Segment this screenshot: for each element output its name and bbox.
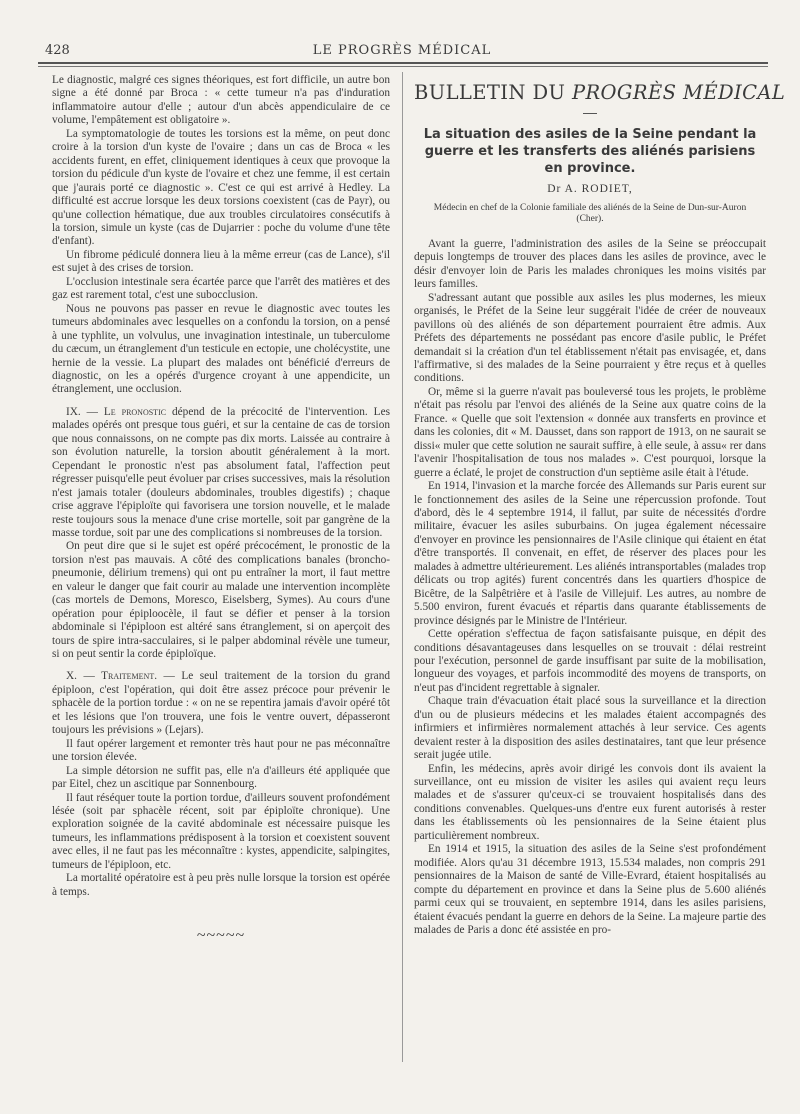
left-column: [52, 74, 390, 943]
author: Dr A. RODIET,: [547, 183, 633, 196]
running-header: [40, 38, 764, 58]
header-rule: [38, 62, 768, 67]
paragraph: S'adressant autant que possible aux asiles les plus modernes, les mieux organisés, le Préfet de la Seine leur suggérait l'idée de créer de nouveaux pavillons où des aliénés de son département pourraient être admis. Aux Préfets des départements ne possédant pas encore d'asile public, le Préfet demandait si la création d'un tel établissement n'était pas envisagée, et, dans l'affirmative, si des malades de la Seine pourraient y être reçus et à quelles conditions.: [414, 291, 766, 385]
paragraph: Cette opération s'effectua de façon satisfaisante puisque, en dépit des conditions désavantageuses dans lesquelles on se trouvait : délai restreint pour l'exécution, personnel de garde insuffisant par suite de la mobilisation, longueur des voyages, et parfois incommodité des moyens de transports, on n'eut pas d'incident regrettable à signaler.: [414, 628, 766, 694]
paragraph: Enfin, les médecins, après avoir dirigé les convois dont ils avaient la surveillance, ont eu mission de visiter les asiles qui avaient reçu leurs malades et de s'assurer qu'ceux-ci se trouvaient hospitalisés dans des conditions convenables. Quelques-uns d'entre eux furent autorisés à rester dans les établissements où les pensionnaires de la Seine étaient plus particulièrement nombreux.: [414, 762, 766, 842]
title-rule: [583, 113, 597, 114]
paragraph: La symptomatologie de toutes les torsions est la même, on peut donc croire à la torsion d'un kyste de l'ovaire ; dans un cas de Broca « les accidents furent, en effet, cliniquement identiques à ceux que provoque la torsion du pédicule d'un kyste de l'ovaire et chez une femme, il est certain que j'aurais porté ce diagnostic ». C'est ce qui est arrivé à Hedley. La difficulté est accrue lorsque les deux torsions coexistent (cas de Payr), ou qu'une collection hématique, due aux troubles circulatoires consécutifs à la torsion, simule un kyste (cas de Dujarrier : poche du volume d'une tête d'enfant).: [52, 127, 390, 248]
paragraph: En 1914 et 1915, la situation des asiles de la Seine s'est profondément modifiée. Alors qu'au 31 décembre 1913, 15.534 malades, non compris 291 pensionnaires de la Maison de santé de Ville-Evrard, étaient hospitalisés au compte du département en province et dans la Seine plus de 5.600 aliénés parmi ceux qui se trouvaient, en septembre 1914, dans les asiles parisiens, étaient évacués pendant la guerre en dehors de la Seine. La majeure partie des malades de Paris a donc été assistée en pro-: [414, 843, 766, 937]
right-column: [414, 78, 786, 937]
section-text: dépend de la précocité de l'intervention. Les malades opérés ont presque tous guéri, et sur la centaine de cas de torsion que nous connaissons, on ne compte pas dix morts. Laissée au contraire à son évolution naturelle, la torsion aboutit généralement à la mort. Cependant le pronostic n'est pas absolument fatal, l'affection peut régresser puisqu'elle peut évoluer par crises successives, mais la résolution n'est jamais totaler (douleurs abdominales, troubles digestifs) ; chaque crise aggrave l'épiploïte qui favorisera une torsion nouvelle, et le malade reste toujours sous la menace d'une crise mortelle, soit par gangrène de la masse tordue, soit par une des complications si nombreuses de la torsion.: [52, 405, 390, 539]
end-ornament: ~~~~~: [196, 927, 246, 945]
section-label: IX. — Le pronostic: [66, 405, 167, 418]
paragraph: Le diagnostic, malgré ces signes théoriques, est fort difficile, un autre bon signe a été donné par Broca : « cette tumeur n'a pas d'induration inflammatoire autour d'elle ; autour d'un abcès appendiculaire de ce volume, l'empâtement est obligatoire ».: [52, 74, 390, 127]
paragraph: En 1914, l'invasion et la marche forcée des Allemands sur Paris eurent sur le fonctionnement des asiles de la Seine une répercussion profonde. Tout d'abord, dès le 4 septembre 1914, il fallut, par suite de nécessités d'ordre militaire, évacuer les asiles suburbains. On jugea également nécessaire d'envoyer en province les pensionnaires de l'Asile clinique qui étaient en état d'être transportés. Il convenait, en effet, de réserver des places pour les malades à admettre ultérieurement. Les aliénés intransportables (malades trop délicats ou trop agités) furent concentrés dans les quartiers d'hospice de Bicêtre, de la Salpêtrière et à l'asile de Villejuif. Les autres, au nombre de 5.500 environ, furent évacués et répartis dans quarante établissements de province désignés par le Ministre de l'Intérieur.: [414, 480, 766, 627]
paragraph: Avant la guerre, l'administration des asiles de la Seine se préoccupait depuis longtemps de trouver des places dans les asiles de province, avec le désir d'envoyer loin de Paris les malades chroniques les moins visités par leurs familles.: [414, 237, 766, 291]
paragraph: La simple détorsion ne suffit pas, elle n'a d'ailleurs été appliquée que par Eitel, chez un ascitique par Sonnenbourg.: [52, 764, 390, 791]
paragraph: Or, même si la guerre n'avait pas bouleversé tous les projets, le problème n'était pas résolu par l'envoi des aliénés de la Seine aux quatre coins de la France. « Quelle que soit l'extension « donnée aux transferts en province et dans les colonies, dit « M. Dausset, dans son rapport de 1913, on ne saurait se dissi« muler que cette solution ne saurait suffire, à elle seule, à assu« rer dans l'avenir l'hospitalisation de tous nos malades ». C'est pourquoi, lorsque la guerre a éclaté, le projet de construction d'un septième asile était à l'étude.: [414, 385, 766, 479]
journal-title: LE PROGRÈS MÉDICAL: [312, 43, 492, 58]
page-number: 428: [45, 43, 70, 58]
paragraph: L'occlusion intestinale sera écartée parce que l'arrêt des matières et des gaz est rarement total, c'est une subocclusion.: [52, 275, 390, 302]
paragraph: Il faut opérer largement et remonter très haut pour ne pas méconnaître une torsion élevée.: [52, 737, 390, 764]
bulletin-journal-name: PROGRÈS MÉDICAL: [571, 81, 786, 104]
paragraph: Il faut réséquer toute la portion tordue, d'ailleurs souvent profondément lésée (soit par sphacèle récent, soit par épiploïte chronique). Une exploration soignée de la cavité abdominale est nécessaire puisque les tumeurs, les inflammations prédisposent à la torsion et coexistent souvent avec elles, il ne faut pas les méconnaître : kystes, appendicite, salpingites, tumeurs de l'épiploon, etc.: [52, 791, 390, 871]
section-treatment: [52, 670, 390, 737]
paragraph: La mortalité opératoire est à peu près nulle lorsque la torsion est opérée à temps.: [52, 872, 390, 898]
author-affiliation: Médecin en chef de la Colonie familiale des aliénés de la Seine de Dun-sur-Auron (Cher).: [433, 202, 747, 225]
section-prognosis: [52, 406, 390, 541]
section-label: X. — Traitement.: [66, 670, 158, 683]
section-text: — Le seul traitement de la torsion du grand épiploon, c'est l'opération, qui doit être assez précoce pour prévenir le sphacèle de la portion tordue : « on ne se repentira jamais d'avoir opéré tôt et les lésions que l'on trouvera, une fois le ventre ouvert, dépasseront toujours les prévisions » (Lejars).: [52, 670, 390, 737]
bulletin-prefix: BULLETIN DU: [414, 81, 572, 104]
paragraph: Nous ne pouvons pas passer en revue le diagnostic avec toutes les tumeurs abdominales avec lesquelles on a confondu la torsion, on a pensé à une typhlite, un volvulus, une invagination intestinale, un tuberculome du cæcum, un étranglement d'un testicule en ectopie, une cholécystite, une hernie de la vessie. La plupart des malades ont bénéficié d'erreurs de diagnostic, on les a opérés d'urgence croyant à une appendicite, un étranglement, une occlusion.: [52, 302, 390, 396]
paragraph: On peut dire que si le sujet est opéré précocément, le pronostic de la torsion n'est pas mauvais. A côté des complications banales (broncho-pneumonie, délirium tremens) qui ont pu entraîner la mort, il faut mettre en valeur le danger que fait courir au malade une intervention incomplète (cas mortels de Demons, Moresco, Eiselsberg, Symes). Au cours d'une opération pour épiploocèle, il faut se défier et penser à la torsion abdominale si l'épiploon est altéré sans étranglement, si on aperçoit des tours de spire intra-sacculaires, si le palper abdominal révèle une tumeur, si on peut sentir la corde épiploïque.: [52, 540, 390, 661]
column-divider: [402, 72, 403, 1062]
bulletin-heading: [414, 81, 786, 104]
article-title: La situation des asiles de la Seine pendant la guerre et les transferts des aliénés parisiens en province.: [423, 127, 757, 177]
paragraph: Un fibrome pédiculé donnera lieu à la même erreur (cas de Lance), s'il est sujet à des crises de torsion.: [52, 248, 390, 275]
paragraph: Chaque train d'évacuation était placé sous la surveillance et la direction d'un ou de plusieurs médecins et les malades étaient accompagnés des infirmiers et infirmières normalement attachés à leur service. Ces agents devaient rester à la disposition des asiles destinataires, tant que leur présence serait jugée utile.: [414, 695, 766, 762]
